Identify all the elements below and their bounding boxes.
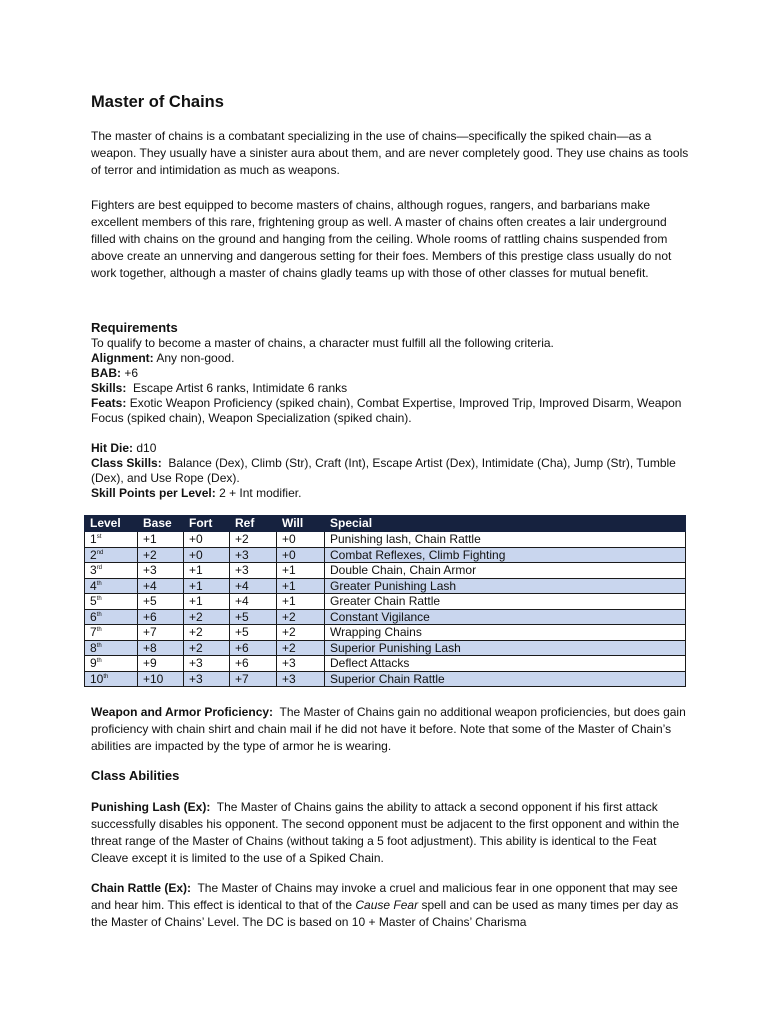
bab-line [91,366,691,381]
skills-value: Escape Artist 6 ranks, Intimidate 6 ranks [133,381,348,395]
cell-will: +1 [277,563,325,579]
cell-special: Combat Reflexes, Climb Fighting [325,547,686,563]
cell-fort: +3 [184,671,230,687]
cell-base: +2 [138,547,184,563]
page-title: Master of Chains [91,93,224,111]
table-row [85,640,686,656]
cell-base: +7 [138,625,184,641]
table-row [85,609,686,625]
table-row [85,578,686,594]
cell-level: 9th [85,656,138,672]
cell-ref: +4 [230,578,277,594]
cell-will: +0 [277,532,325,548]
intro-paragraph-2: Fighters are best equipped to become masters of chains, although rogues, rangers, and barbarians make excellent members of this rare, frightening group as well. A master of chains often creates a lair underground filled with chains on the ground and hanging from the ceiling. Whole rooms of rattling chains suspended from above create an unnerving and dangerous setting for their foes. Members of this prestige class usually do not work together, although a master of chains gladly teams up with those of other classes for mutual benefit. [91,198,672,280]
cell-level: 1st [85,532,138,548]
cell-fort: +2 [184,640,230,656]
punishing-lash-label: Punishing Lash (Ex): [91,800,211,814]
requirements-heading: Requirements [91,320,178,335]
skill-points-line [91,486,691,501]
alignment-value: Any non-good. [156,351,235,365]
skill-points-value: 2 + Int modifier. [219,486,302,500]
cell-level: 2nd [85,547,138,563]
cell-fort: +0 [184,547,230,563]
cell-level: 3rd [85,563,138,579]
cell-will: +2 [277,640,325,656]
weapon-armor-text: The Master of Chains gain no additional weapon proficiencies, but does gain proficiency with chain shirt and chain mail if he did not have it before. Note that some of the Master of Chain’s abilities are impacted by the type of armor he is wearing. [91,705,686,753]
table-row [85,563,686,579]
cell-will: +1 [277,594,325,610]
cell-ref: +3 [230,547,277,563]
cause-fear-spell: Cause Fear [355,898,419,912]
header-level: Level [85,516,138,532]
alignment-label: Alignment: [91,351,154,365]
cell-fort: +1 [184,578,230,594]
punishing-lash-text: The Master of Chains gains the ability to attack a second opponent if his first attack successfully disables his opponent. The second opponent must be adjacent to the first opponent and within the threat range of the Master of Chains (without taking a 5 foot adjustment). This ability is identical to the Feat Cleave except it is limited to the use of a Spiked Chain. [91,800,680,865]
chain-rattle-label: Chain Rattle (Ex): [91,881,192,895]
bab-value: +6 [124,366,139,380]
cell-base: +4 [138,578,184,594]
level-progression-table [84,515,686,687]
cell-special: Superior Punishing Lash [325,640,686,656]
class-skills-value: Balance (Dex), Climb (Str), Craft (Int), Escape Artist (Dex), Intimidate (Cha), Jump (Str), Tumble (Dex), and Use Rope (Dex). [91,456,676,485]
weapon-armor-label: Weapon and Armor Proficiency: [91,705,274,719]
cell-base: +8 [138,640,184,656]
cell-will: +3 [277,656,325,672]
cell-level: 6th [85,609,138,625]
cell-special: Constant Vigilance [325,609,686,625]
cell-ref: +3 [230,563,277,579]
cell-special: Wrapping Chains [325,625,686,641]
hit-die-value: d10 [136,441,157,455]
feats-label: Feats: [91,396,127,410]
cell-base: +5 [138,594,184,610]
header-fort: Fort [184,516,230,532]
table-row [85,671,686,687]
skills-line [91,381,691,396]
class-skills-label: Class Skills: [91,456,162,470]
cell-fort: +0 [184,532,230,548]
cell-base: +9 [138,656,184,672]
cell-level: 10th [85,671,138,687]
cell-will: +3 [277,671,325,687]
cell-level: 5th [85,594,138,610]
intro-paragraph-1: The master of chains is a combatant specializing in the use of chains—specifically the spiked chain—as a weapon. They usually have a sinister aura about them, and are never completely good. They use chains as tools of terror and intimidation as much as weapons. [91,129,689,177]
cell-ref: +6 [230,656,277,672]
bab-label: BAB: [91,366,121,380]
table-row [85,594,686,610]
header-ref: Ref [230,516,277,532]
chain-rattle-text-a: The Master of Chains may invoke a cruel and malicious fear in one opponent that may see and hear him. This effect is identical to that of the [91,881,678,912]
header-base: Base [138,516,184,532]
chain-rattle-text-b: spell and can be used as many times per day as the Master of Chains’ Level. The DC is based on 10 + Master of Chains’ Charisma [91,898,679,929]
cell-ref: +4 [230,594,277,610]
cell-base: +10 [138,671,184,687]
cell-special: Greater Punishing Lash [325,578,686,594]
weapon-armor-paragraph [91,704,691,755]
skill-points-label: Skill Points per Level: [91,486,216,500]
header-special: Special [325,516,686,532]
chain-rattle-paragraph [91,880,691,931]
cell-fort: +3 [184,656,230,672]
requirements-intro: To qualify to become a master of chains, a character must fulfill all the following criteria. [91,336,554,350]
cell-ref: +7 [230,671,277,687]
table-header-row [85,516,686,532]
cell-fort: +2 [184,609,230,625]
cell-will: +1 [277,578,325,594]
cell-fort: +1 [184,563,230,579]
cell-ref: +5 [230,625,277,641]
cell-ref: +2 [230,532,277,548]
cell-ref: +5 [230,609,277,625]
cell-base: +3 [138,563,184,579]
table-row [85,532,686,548]
table-row [85,656,686,672]
header-will: Will [277,516,325,532]
cell-will: +2 [277,609,325,625]
punishing-lash-paragraph [91,799,691,867]
cell-level: 7th [85,625,138,641]
cell-fort: +2 [184,625,230,641]
feats-value: Exotic Weapon Proficiency (spiked chain), Combat Expertise, Improved Trip, Improved Disarm, Weapon Focus (spiked chain), Weapon Specialization (spiked chain). [91,396,682,425]
skills-label: Skills: [91,381,127,395]
cell-ref: +6 [230,640,277,656]
cell-special: Punishing lash, Chain Rattle [325,532,686,548]
class-skills-line [91,456,691,486]
cell-base: +1 [138,532,184,548]
cell-base: +6 [138,609,184,625]
feats-line [91,396,691,426]
class-abilities-heading: Class Abilities [91,768,180,783]
table-row [85,625,686,641]
cell-special: Superior Chain Rattle [325,671,686,687]
cell-special: Double Chain, Chain Armor [325,563,686,579]
alignment-line [91,351,691,366]
cell-fort: +1 [184,594,230,610]
cell-will: +0 [277,547,325,563]
hit-die-line [91,441,691,456]
cell-level: 8th [85,640,138,656]
cell-level: 4th [85,578,138,594]
hit-die-label: Hit Die: [91,441,133,455]
table-row [85,547,686,563]
cell-will: +2 [277,625,325,641]
cell-special: Deflect Attacks [325,656,686,672]
cell-special: Greater Chain Rattle [325,594,686,610]
